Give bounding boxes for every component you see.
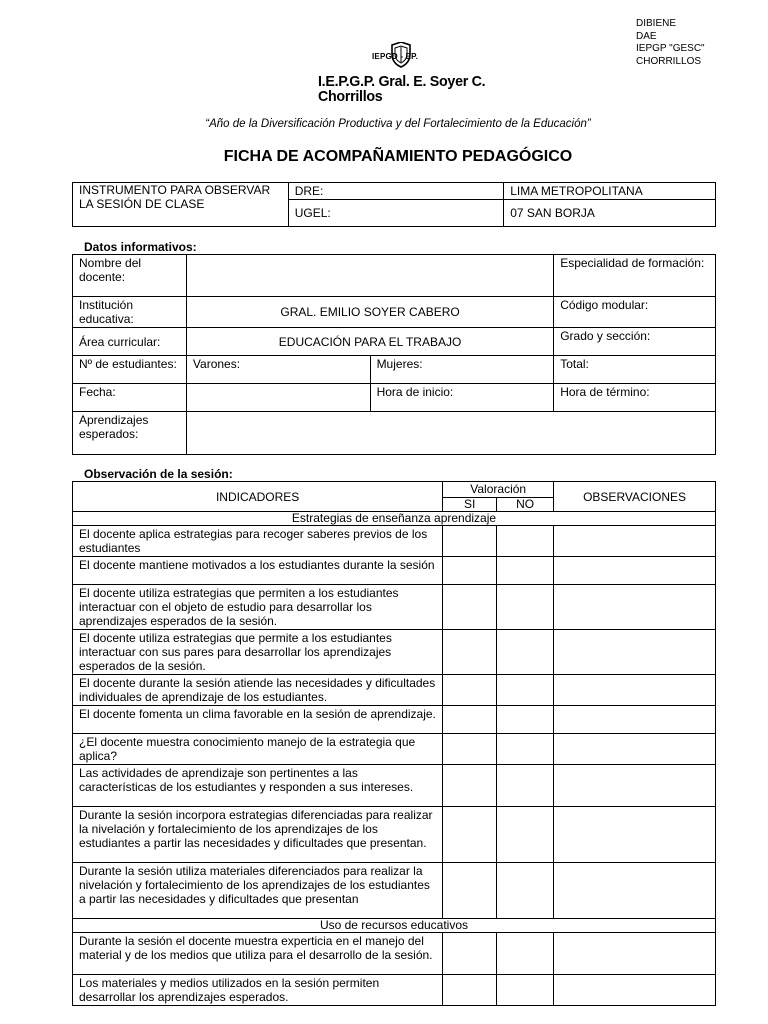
datos-heading: Datos informativos: xyxy=(84,240,197,254)
si-checkbox[interactable] xyxy=(443,557,497,585)
school-name-line-2: Chorrillos xyxy=(318,88,383,105)
indicator-text: Durante la sesión el docente muestra experticia en el manejo del material y de los medios que utiliza para el desarrollo de la sesión. xyxy=(73,933,443,975)
indicator-text: ¿El docente muestra conocimiento manejo de la estrategia que aplica? xyxy=(73,734,443,765)
indicator-text: Las actividades de aprendizaje son pertinentes a las características de los estudiantes y responden a sus intereses. xyxy=(73,765,443,807)
corner-line-2: DAE xyxy=(636,30,657,42)
dre-value: LIMA METROPOLITANA xyxy=(504,183,716,200)
observation-cell[interactable] xyxy=(554,765,716,807)
no-checkbox[interactable] xyxy=(497,863,554,919)
observation-cell[interactable] xyxy=(554,675,716,706)
corner-line-3: IEPGP "GESC" xyxy=(636,43,705,54)
observation-cell[interactable] xyxy=(554,807,716,863)
no-checkbox[interactable] xyxy=(497,933,554,975)
col-valoracion: Valoración xyxy=(443,482,554,498)
table-row xyxy=(73,585,716,630)
indicator-text: El docente utiliza estrategias que permite a los estudiantes interactuar con sus pares para desarrollar los aprendizajes esperados de la sesión. xyxy=(73,630,443,675)
header-table xyxy=(72,182,716,227)
hora-inicio-label: Hora de inicio: xyxy=(370,384,554,412)
si-checkbox[interactable] xyxy=(443,675,497,706)
fecha-value[interactable] xyxy=(186,384,370,412)
table-row xyxy=(73,706,716,734)
observation-cell[interactable] xyxy=(554,526,716,557)
observation-cell[interactable] xyxy=(554,863,716,919)
si-checkbox[interactable] xyxy=(443,863,497,919)
section-estrategias: Estrategias de enseñanza aprendizaje xyxy=(73,512,716,526)
observation-cell[interactable] xyxy=(554,557,716,585)
si-checkbox[interactable] xyxy=(443,765,497,807)
dre-label: DRE: xyxy=(288,183,504,200)
indicator-text: El docente utiliza estrategias que permiten a los estudiantes interactuar con el objeto de estudio para desarrollar los aprendizajes esperados de la sesión. xyxy=(73,585,443,630)
section-recursos: Uso de recursos educativos xyxy=(73,919,716,933)
no-checkbox[interactable] xyxy=(497,975,554,1006)
indicator-text: Durante la sesión utiliza materiales diferenciados para realizar la nivelación y fortalecimiento de los aprendizajes de los estudiantes a partir las necesidades y dificultades que presentan xyxy=(73,863,443,919)
corner-line-1: DIBIENE xyxy=(636,18,677,29)
table-row xyxy=(73,630,716,675)
n-estudiantes-label: Nº de estudiantes: xyxy=(73,356,187,384)
observation-cell[interactable] xyxy=(554,706,716,734)
ugel-value: 07 SAN BORJA xyxy=(504,200,716,227)
si-checkbox[interactable] xyxy=(443,585,497,630)
table-row xyxy=(73,975,716,1006)
datos-table xyxy=(72,254,716,455)
fecha-label: Fecha: xyxy=(73,384,187,412)
indicator-text: El docente durante la sesión atiende las necesidades y dificultades individuales de aprendizaje de los estudiantes. xyxy=(73,675,443,706)
indicator-text: Durante la sesión incorpora estrategias diferenciadas para realizar la nivelación y fortalecimiento de los aprendizajes de los estudiantes a partir las necesidades y dificultades que presentan. xyxy=(73,807,443,863)
varones-label: Varones: xyxy=(186,356,370,384)
observation-cell[interactable] xyxy=(554,933,716,975)
school-logo xyxy=(372,42,432,68)
table-row xyxy=(73,863,716,919)
table-row xyxy=(73,557,716,585)
codigo-modular-label: Código modular: xyxy=(554,297,716,328)
mujeres-label: Mujeres: xyxy=(370,356,554,384)
aprendizajes-label: Aprendizajes esperados: xyxy=(73,412,187,455)
table-row xyxy=(73,765,716,807)
area-value: EDUCACIÓN PARA EL TRABAJO xyxy=(186,328,553,356)
aprendizajes-value[interactable] xyxy=(186,412,715,455)
observation-cell[interactable] xyxy=(554,975,716,1006)
school-name-line-1: I.E.P.G.P. Gral. E. Soyer C. xyxy=(318,73,486,90)
col-observaciones: OBSERVACIONES xyxy=(554,482,716,512)
no-checkbox[interactable] xyxy=(497,765,554,807)
observacion-heading: Observación de la sesión: xyxy=(84,467,233,481)
logo-small-text: IEPGD - EP. xyxy=(372,52,419,61)
especialidad-label: Especialidad de formación: xyxy=(554,255,716,297)
nombre-docente-value[interactable] xyxy=(186,255,553,297)
no-checkbox[interactable] xyxy=(497,526,554,557)
observacion-table xyxy=(72,481,716,1006)
table-row xyxy=(73,933,716,975)
observation-cell[interactable] xyxy=(554,585,716,630)
table-row xyxy=(73,526,716,557)
indicator-text: El docente aplica estrategias para recoger saberes previos de los estudiantes xyxy=(73,526,443,557)
indicator-text: El docente fomenta un clima favorable en la sesión de aprendizaje. xyxy=(73,706,443,734)
corner-header xyxy=(636,18,705,68)
col-no: NO xyxy=(497,498,554,512)
no-checkbox[interactable] xyxy=(497,557,554,585)
total-label: Total: xyxy=(554,356,716,384)
no-checkbox[interactable] xyxy=(497,706,554,734)
no-checkbox[interactable] xyxy=(497,675,554,706)
area-label: Área curricular: xyxy=(73,328,187,356)
table-row xyxy=(73,734,716,765)
ugel-label: UGEL: xyxy=(288,200,504,227)
instrument-cell: INSTRUMENTO PARA OBSERVAR LA SESIÓN DE CLASE xyxy=(73,183,289,227)
nombre-docente-label: Nombre del docente: xyxy=(73,255,187,297)
no-checkbox[interactable] xyxy=(497,807,554,863)
hora-termino-label: Hora de término: xyxy=(554,384,716,412)
no-checkbox[interactable] xyxy=(497,734,554,765)
col-si: SI xyxy=(443,498,497,512)
corner-line-4: CHORRILLOS xyxy=(636,55,702,67)
si-checkbox[interactable] xyxy=(443,975,497,1006)
institucion-label: Institución educativa: xyxy=(73,297,187,328)
observation-cell[interactable] xyxy=(554,734,716,765)
si-checkbox[interactable] xyxy=(443,933,497,975)
grado-label: Grado y sección: xyxy=(554,328,716,356)
si-checkbox[interactable] xyxy=(443,807,497,863)
si-checkbox[interactable] xyxy=(443,734,497,765)
school-name xyxy=(318,74,485,104)
col-indicadores: INDICADORES xyxy=(73,482,443,512)
indicator-text: El docente mantiene motivados a los estudiantes durante la sesión xyxy=(73,557,443,585)
si-checkbox[interactable] xyxy=(443,526,497,557)
table-row xyxy=(73,807,716,863)
table-row xyxy=(73,675,716,706)
page-title: FICHA DE ACOMPAÑAMIENTO PEDAGÓGICO xyxy=(223,148,573,165)
institucion-value: GRAL. EMILIO SOYER CABERO xyxy=(186,297,553,328)
si-checkbox[interactable] xyxy=(443,630,497,675)
no-checkbox[interactable] xyxy=(497,585,554,630)
si-checkbox[interactable] xyxy=(443,706,497,734)
indicator-text: Los materiales y medios utilizados en la sesión permiten desarrollar los aprendizajes esperados. xyxy=(73,975,443,1006)
no-checkbox[interactable] xyxy=(497,630,554,675)
observation-cell[interactable] xyxy=(554,630,716,675)
motto: “Año de la Diversificación Productiva y del Fortalecimiento de la Educación” xyxy=(205,118,591,130)
